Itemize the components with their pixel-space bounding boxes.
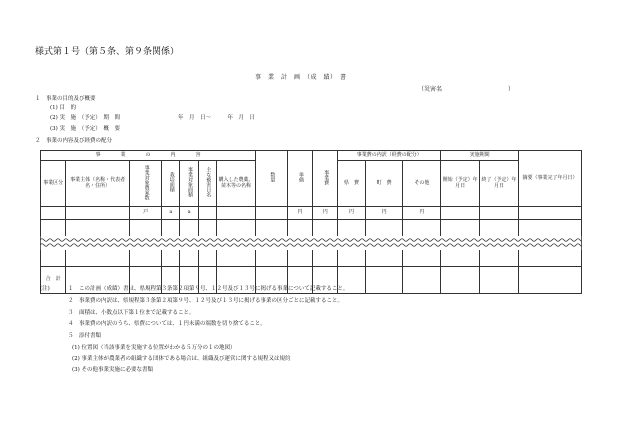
section-1-outline: (3) 実 施 （予定） 概 要 [50, 126, 121, 132]
section-1-heading: １ 事業の目的及び概要 [35, 96, 96, 102]
header-unit-price: 単価 [287, 151, 312, 207]
cell[interactable] [480, 207, 519, 220]
header-town-cost: 町 費 [365, 161, 403, 207]
note-1: １ この計画（成績）書は、県規程第３条第２項第９号、１２号及び１３号に掲げる事業について記載すること。 [68, 286, 349, 292]
cell[interactable] [441, 207, 480, 220]
header-operator: 事業主体（名称・代表者名・住所） [66, 161, 130, 207]
unit-yen-town[interactable]: 円 [365, 207, 403, 220]
header-other-cost: その他 [403, 161, 441, 207]
header-target-area: 事業対象面積 [180, 161, 198, 207]
header-content: 事 業 の 内 容 [41, 151, 256, 161]
header-pref-cost: 県 費 [338, 161, 365, 207]
header-project-cost: 事業費 [313, 151, 338, 207]
unit-area-1[interactable]: a [162, 207, 180, 220]
cell[interactable] [198, 207, 216, 220]
header-purchased-items: 購入した農薬、苗木等の名称 [217, 161, 256, 207]
cell[interactable] [66, 207, 130, 220]
total-label: 合 計 [41, 267, 66, 294]
header-category: 事業区分 [41, 161, 66, 207]
note-5-3: (3) その他事業実施に必要な書類 [72, 367, 154, 373]
form-title: 様式第１号（第５条、第９条関係） [35, 47, 180, 57]
header-end-date: 終了（予定）年月日 [480, 161, 519, 207]
unit-yen-other[interactable]: 円 [403, 207, 441, 220]
note-5-1: (1) 位置図（当該事業を実施する位置がわかる５万分の１の地図） [72, 345, 236, 351]
note-5: ５ 添付書類 [68, 333, 102, 339]
table-break-wave [40, 236, 582, 250]
header-start-date: 開始（予定）年月日 [441, 161, 480, 207]
header-farm-count: 事業対象農家数 [130, 161, 162, 207]
header-quantity: 数量 [255, 151, 287, 207]
header-cost-breakdown: 事業費の内訳（経費の配分） [338, 151, 441, 161]
note-4: ４ 事業費の内訳のうち、県費については、１円未満の端数を切り捨てること。 [68, 321, 266, 327]
section-2-heading: ２ 事業の内容及び経費の配分 [35, 138, 113, 144]
header-period: 実施期間 [441, 151, 519, 161]
header-cultivation-area: 栽培面積 [162, 161, 180, 207]
unit-yen-cost[interactable]: 円 [313, 207, 338, 220]
cell[interactable] [41, 207, 66, 220]
header-damage-date: 主な被害日名 [198, 161, 216, 207]
note-5-2: (2) 事業主体が農業者の組織する団体である場合は、組織及び運営に関する規程又は規約 [72, 356, 291, 362]
disaster-name-field[interactable]: （災害名 ） [418, 86, 515, 93]
header-remarks: 摘要（事業完了年月日） [518, 151, 581, 207]
cell[interactable] [217, 207, 256, 220]
note-2: ２ 事業費の内訳は、県規程第３条第２項第９号、１２号及び１３号に掲げる事業の区分ごとに記載すること。 [68, 298, 344, 304]
unit-households[interactable]: 戸 [130, 207, 162, 220]
unit-yen-pref[interactable]: 円 [338, 207, 365, 220]
document-title: 事 業 計 画 （成 績） 書 [255, 74, 347, 81]
section-1-period: (2) 実 施 （予定） 期 間 [50, 115, 121, 121]
cell[interactable] [255, 207, 287, 220]
section-1-purpose: (1) 目 的 [50, 105, 77, 111]
cell[interactable] [518, 207, 581, 220]
note-3: ３ 面積は、小数点以下第１位まで記載すること。 [68, 310, 195, 316]
project-table [40, 150, 582, 294]
unit-yen-price[interactable]: 円 [287, 207, 312, 220]
period-dates[interactable]: 年 月 日～ 年 月 日 [178, 115, 256, 121]
notes-label: (注) [40, 286, 50, 292]
unit-area-2[interactable]: a [180, 207, 198, 220]
